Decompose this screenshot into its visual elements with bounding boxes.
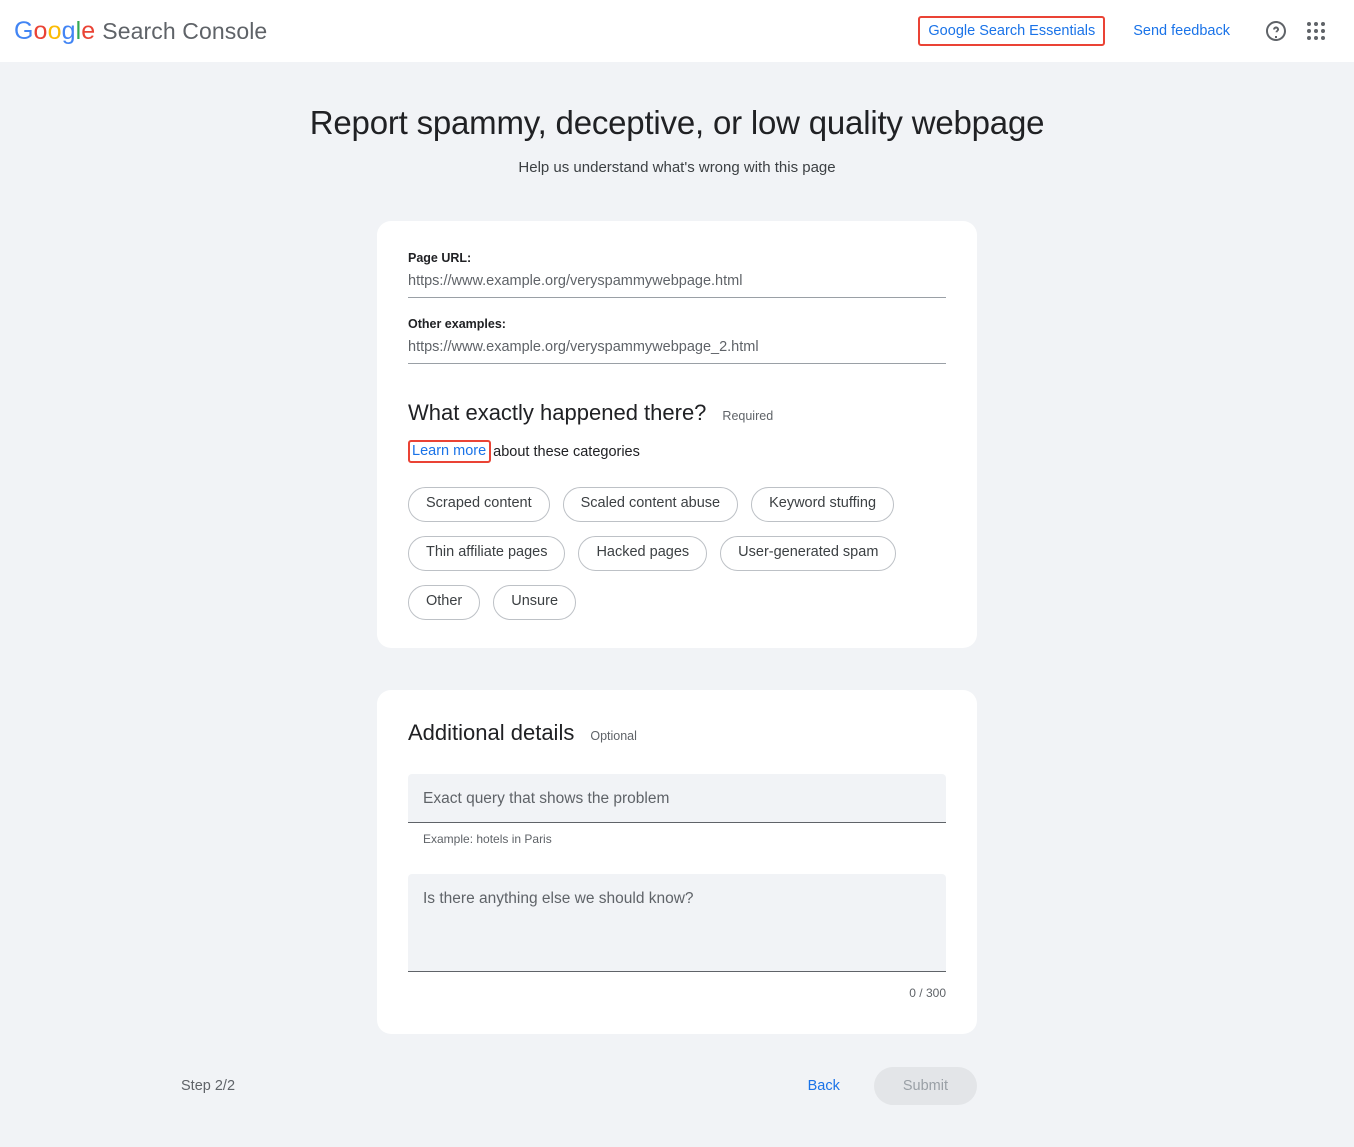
learn-more-row bbox=[408, 440, 946, 463]
question-required-label: Required bbox=[722, 409, 774, 423]
other-examples-label: Other examples: bbox=[408, 317, 506, 331]
apps-grid-dots bbox=[1307, 22, 1325, 40]
google-wordmark bbox=[14, 17, 95, 46]
notes-field-block bbox=[408, 874, 946, 1000]
chip-keyword-stuffing[interactable]: Keyword stuffing bbox=[751, 487, 894, 522]
additional-details-header bbox=[408, 720, 946, 746]
category-chip-group bbox=[408, 487, 908, 620]
back-button[interactable]: Back bbox=[796, 1068, 852, 1104]
chip-hacked-pages[interactable]: Hacked pages bbox=[578, 536, 707, 571]
report-details-card bbox=[377, 221, 977, 648]
app-header bbox=[0, 0, 1354, 62]
help-circle-icon[interactable] bbox=[1256, 11, 1296, 51]
logo-letter-l: l bbox=[75, 16, 82, 45]
apps-grid-icon[interactable] bbox=[1296, 11, 1336, 51]
page-url-label: Page URL: bbox=[408, 251, 472, 265]
product-name: Search Console bbox=[102, 17, 268, 44]
additional-details-optional-label: Optional bbox=[590, 728, 637, 743]
chip-scaled-content-abuse[interactable]: Scaled content abuse bbox=[563, 487, 738, 522]
chip-other[interactable]: Other bbox=[408, 585, 480, 620]
footer-actions bbox=[796, 1067, 977, 1105]
google-search-essentials-highlight bbox=[918, 16, 1105, 46]
learn-more-highlight bbox=[408, 440, 491, 463]
additional-notes-textarea[interactable] bbox=[408, 874, 946, 972]
page-title: Report spammy, deceptive, or low quality webpage bbox=[309, 104, 1045, 141]
chip-thin-affiliate-pages[interactable]: Thin affiliate pages bbox=[408, 536, 565, 571]
chip-scraped-content[interactable]: Scraped content bbox=[408, 487, 550, 522]
page-url-group bbox=[408, 251, 946, 298]
additional-details-title: Additional details bbox=[408, 719, 575, 745]
brand-logo bbox=[14, 17, 267, 46]
page-url-value: https://www.example.org/veryspammywebpage.html bbox=[408, 273, 743, 289]
step-indicator: Step 2/2 bbox=[181, 1077, 236, 1094]
page-content bbox=[0, 62, 1354, 1105]
learn-more-link[interactable]: Learn more bbox=[412, 443, 487, 459]
submit-button[interactable]: Submit bbox=[874, 1067, 977, 1105]
query-helper-text: Example: hotels in Paris bbox=[423, 831, 552, 846]
other-examples-value: https://www.example.org/veryspammywebpage_2.html bbox=[408, 339, 759, 355]
character-counter: 0 / 300 bbox=[909, 985, 946, 1000]
send-feedback-link[interactable]: Send feedback bbox=[1133, 23, 1230, 39]
question-header bbox=[408, 400, 946, 426]
learn-more-suffix: about these categories bbox=[493, 443, 640, 460]
logo-letter-o2: o bbox=[47, 16, 62, 45]
wizard-footer bbox=[181, 1067, 977, 1105]
logo-letter-g1: G bbox=[14, 16, 34, 45]
logo-letter-o1: o bbox=[33, 16, 48, 45]
additional-details-card bbox=[377, 690, 977, 1034]
page-subtitle: Help us understand what's wrong with this page bbox=[518, 159, 836, 176]
logo-letter-e: e bbox=[81, 16, 96, 45]
header-actions bbox=[918, 11, 1336, 51]
logo-letter-g2: g bbox=[61, 16, 76, 45]
exact-query-input[interactable] bbox=[408, 774, 946, 823]
page-url-field bbox=[408, 251, 946, 298]
google-search-essentials-link[interactable]: Google Search Essentials bbox=[928, 23, 1096, 39]
other-examples-group bbox=[408, 317, 946, 364]
query-field-block bbox=[408, 774, 946, 846]
chip-user-generated-spam[interactable]: User-generated spam bbox=[720, 536, 896, 571]
question-title: What exactly happened there? bbox=[408, 400, 707, 425]
other-examples-field bbox=[408, 317, 946, 364]
chip-unsure[interactable]: Unsure bbox=[493, 585, 576, 620]
